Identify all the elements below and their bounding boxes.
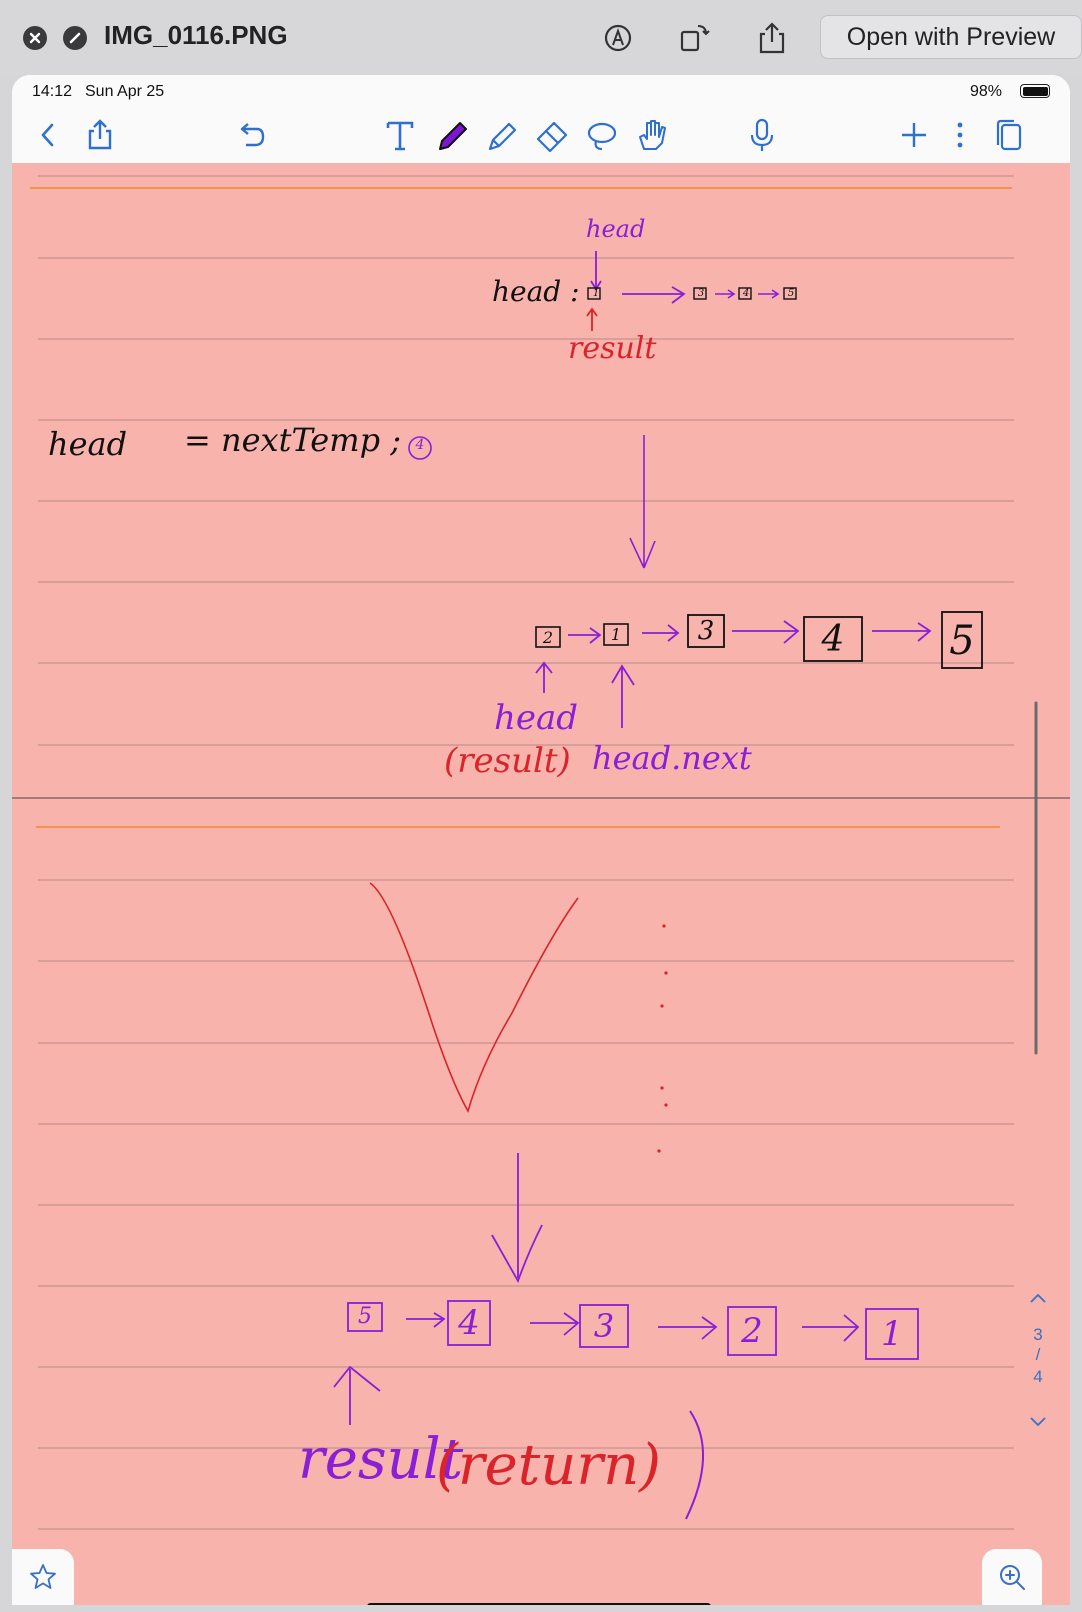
chevron-up-icon[interactable] (1026, 1289, 1050, 1309)
bottom-node: 4 (458, 1303, 480, 1343)
code-lhs: head (48, 425, 128, 463)
head-next-label: head.next (592, 739, 752, 777)
battery-percent: 98% (969, 83, 1002, 100)
star-icon (28, 1562, 58, 1592)
middle-node: 3 (697, 616, 715, 646)
top-node: 3 (697, 288, 705, 299)
home-indicator[interactable] (367, 1603, 711, 1605)
bottom-node: 2 (741, 1311, 763, 1351)
close-icon[interactable] (23, 26, 47, 50)
code-rhs: = nextTemp ; (184, 421, 402, 459)
no-entry-icon[interactable] (63, 26, 87, 50)
top-node: 4 (742, 288, 750, 299)
hand-tool-icon[interactable] (632, 115, 672, 155)
middle-node: 2 (542, 628, 554, 647)
pages-icon[interactable] (988, 115, 1028, 155)
middle-node: 5 (949, 618, 975, 664)
microphone-icon[interactable] (742, 115, 782, 155)
result-label-bottom: result (298, 1427, 464, 1492)
bottom-node: 3 (593, 1307, 615, 1345)
middle-node: 4 (821, 619, 845, 660)
return-label: (return) (436, 1433, 662, 1498)
middle-node: 1 (610, 625, 622, 644)
head-label-top: head (586, 215, 646, 243)
markup-icon[interactable] (600, 20, 636, 56)
back-icon[interactable] (28, 115, 68, 155)
status-date: Sun Apr 25 (85, 83, 165, 100)
battery-icon (1020, 84, 1050, 98)
ipad-screenshot (12, 75, 1070, 1605)
page-separator: / (1035, 1345, 1041, 1364)
top-node: 5 (787, 288, 795, 299)
zoom-in-icon (997, 1562, 1027, 1592)
lasso-tool-icon[interactable] (582, 115, 622, 155)
bottom-node: 5 (358, 1304, 372, 1329)
note-page[interactable] (12, 163, 1070, 1605)
share-icon[interactable] (80, 115, 120, 155)
result-label-top: result (568, 331, 657, 366)
quicklook-titlebar (0, 0, 1082, 75)
highlighter-tool-icon[interactable] (482, 115, 522, 155)
zoom-button[interactable] (982, 1549, 1042, 1605)
open-with-preview-button[interactable]: Open with Preview (820, 15, 1082, 59)
head-label-middle: head (494, 698, 579, 738)
eraser-tool-icon[interactable] (532, 115, 572, 155)
status-bar (12, 75, 1070, 107)
page-current: 3 (1033, 1325, 1043, 1344)
bottom-node: 1 (881, 1314, 903, 1354)
share-icon[interactable] (754, 20, 790, 56)
notes-toolbar (12, 107, 1070, 164)
chevron-down-icon[interactable] (1026, 1413, 1050, 1433)
add-page-icon[interactable] (894, 115, 934, 155)
top-node: 1 (592, 288, 600, 299)
result-label-middle: (result) (444, 741, 571, 781)
rotate-icon[interactable] (676, 20, 712, 56)
favorite-button[interactable] (12, 1549, 74, 1605)
undo-icon[interactable] (230, 115, 270, 155)
bottom-diagram-strokes (12, 163, 1070, 1605)
pen-tool-icon[interactable] (432, 115, 472, 155)
page-total: 4 (1033, 1367, 1043, 1386)
text-tool-icon[interactable] (380, 115, 420, 155)
status-time: 14:12 (32, 83, 73, 100)
head-prefix-label: head : (492, 275, 580, 308)
window-title: IMG_0116.PNG (104, 20, 288, 50)
step-marker: 4 (415, 437, 425, 453)
more-icon[interactable] (940, 115, 980, 155)
